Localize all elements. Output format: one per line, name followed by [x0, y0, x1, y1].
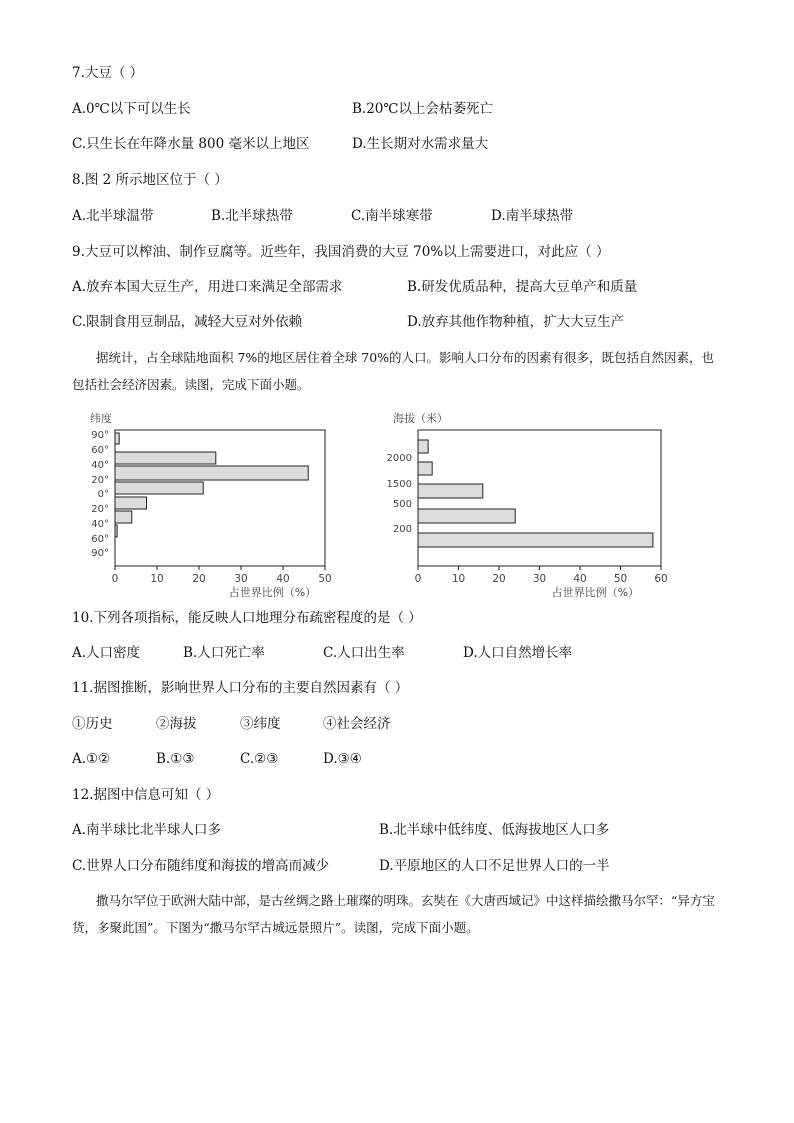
latitude-bar [115, 452, 216, 464]
elevation-bar [418, 509, 515, 523]
elevation-ytick-label: 2000 [386, 453, 412, 464]
q11-factor-1: ①历史 [72, 716, 113, 732]
q12-option-c: C.世界人口分布随纬度和海拔的增高而减少 [72, 858, 330, 874]
elevation-bar [418, 533, 653, 547]
q7-option-c: C.只生长在年降水量 800 毫米以上地区 [72, 136, 310, 152]
latitude-ytick-label: 0° [97, 489, 109, 500]
q12-stem: 12.据图中信息可知（ ） [72, 787, 220, 803]
elevation-xtick-label: 10 [451, 573, 466, 585]
elevation-xtick-label: 0 [414, 573, 422, 585]
latitude-xtick-label: 20 [192, 573, 206, 585]
latitude-xtick-label: 0 [111, 573, 119, 585]
latitude-ytick-label: 40° [91, 460, 109, 471]
latitude-ytick-label: 60° [91, 534, 109, 545]
latitude-xtick-label: 10 [150, 573, 164, 585]
elevation-bar [418, 440, 428, 453]
q9-option-d: D.放弃其他作物种植，扩大大豆生产 [407, 314, 625, 330]
elevation-xtick-label: 50 [613, 573, 628, 585]
latitude-xlabel: 占世界比例（%） [228, 586, 317, 599]
latitude-bar [115, 466, 308, 480]
latitude-bar [115, 497, 147, 509]
q9-stem: 9.大豆可以榨油、制作豆腐等。近些年，我国消费的大豆 70%以上需要进口，对此应（ ） [72, 244, 610, 260]
latitude-ytick-label: 60° [91, 445, 109, 456]
latitude-ytick-label: 20° [91, 475, 109, 486]
q11-option-a: A.①② [72, 751, 111, 767]
elevation-ylabel: 海拔（米） [393, 412, 448, 425]
latitude-xtick-label: 50 [318, 573, 332, 585]
q8-option-d: D.南半球热带 [491, 208, 574, 224]
elevation-ytick-label: 1500 [386, 479, 412, 490]
latitude-ytick-label: 20° [91, 504, 109, 515]
elevation-xtick-label: 20 [492, 573, 506, 585]
q9-option-c: C.限制食用豆制品，减轻大豆对外依赖 [72, 314, 303, 330]
q12-option-a: A.南半球比北半球人口多 [72, 822, 222, 838]
latitude-xtick-label: 40 [276, 573, 290, 585]
latitude-ylabel: 纬度 [90, 412, 112, 425]
q10-stem: 10.下列各项指标，能反映人口地理分布疏密程度的是（ ） [72, 610, 422, 626]
q8-option-b: B.北半球热带 [211, 208, 293, 224]
elevation-bar [418, 462, 432, 475]
q10-option-a: A.人口密度 [72, 645, 141, 661]
latitude-bar [115, 482, 203, 494]
elevation-xtick-label: 30 [532, 573, 547, 585]
q10-option-b: B.人口死亡率 [183, 645, 265, 661]
elevation-ytick-label: 200 [392, 524, 412, 535]
q11-factor-3: ③纬度 [240, 716, 281, 732]
q10-option-d: D.人口自然增长率 [463, 645, 573, 661]
latitude-ytick-label: 40° [91, 519, 109, 530]
q9-option-b: B.研发优质品种，提高大豆单产和质量 [407, 279, 638, 295]
intro-paragraph-population: 据统计，占全球陆地面积 7%的地区居住着全球 70%的人口。影响人口分布的因素有很多，既包括自然因素，也包括社会经济因素。读图，完成下面小题。 [72, 350, 715, 392]
latitude-ytick-label: 90° [91, 430, 109, 441]
elevation-xtick-label: 60 [654, 573, 668, 585]
q11-option-c: C.②③ [240, 751, 279, 767]
elevation-bar [418, 484, 483, 498]
q11-factor-2: ②海拔 [156, 716, 197, 732]
q9-option-a: A.放弃本国大豆生产，用进口来满足全部需求 [72, 279, 343, 295]
q7-stem: 7.大豆（ ） [72, 65, 144, 81]
population-charts [0, 400, 794, 600]
q11-option-d: D.③④ [323, 751, 362, 767]
q10-option-c: C.人口出生率 [323, 645, 405, 661]
latitude-ytick-label: 90° [91, 548, 109, 559]
latitude-bar [115, 525, 117, 537]
latitude-bar [115, 511, 132, 523]
q12-option-d: D.平原地区的人口不足世界人口的一半 [379, 858, 610, 874]
elevation-xlabel: 占世界比例（%） [551, 586, 640, 599]
q8-option-c: C.南半球寒带 [351, 208, 433, 224]
intro-paragraph-samarkand: 撒马尔罕位于欧洲大陆中部，是古丝绸之路上璀璨的明珠。玄奘在《大唐西域记》中这样描绘撒马尔罕：“异方宝货，多聚此国”。下图为“撒马尔罕古城远景照片”。读图，完成下面小题。 [72, 893, 715, 935]
q8-stem: 8.图 2 所示地区位于（ ） [72, 172, 228, 188]
q7-option-a: A.0℃以下可以生长 [72, 101, 191, 117]
q11-stem: 11.据图推断，影响世界人口分布的主要自然因素有（ ） [72, 680, 409, 696]
latitude-bar [115, 433, 119, 444]
q7-option-d: D.生长期对水需求量大 [352, 136, 489, 152]
q11-option-b: B.①③ [156, 751, 195, 767]
elevation-xtick-label: 40 [573, 573, 587, 585]
elevation-ytick-label: 500 [392, 499, 412, 510]
q8-option-a: A.北半球温带 [72, 208, 154, 224]
q12-option-b: B.北半球中低纬度、低海拔地区人口多 [379, 822, 610, 838]
latitude-xtick-label: 30 [234, 573, 248, 585]
q7-option-b: B.20℃以上会枯萎死亡 [352, 101, 493, 117]
q11-factor-4: ④社会经济 [323, 716, 391, 732]
